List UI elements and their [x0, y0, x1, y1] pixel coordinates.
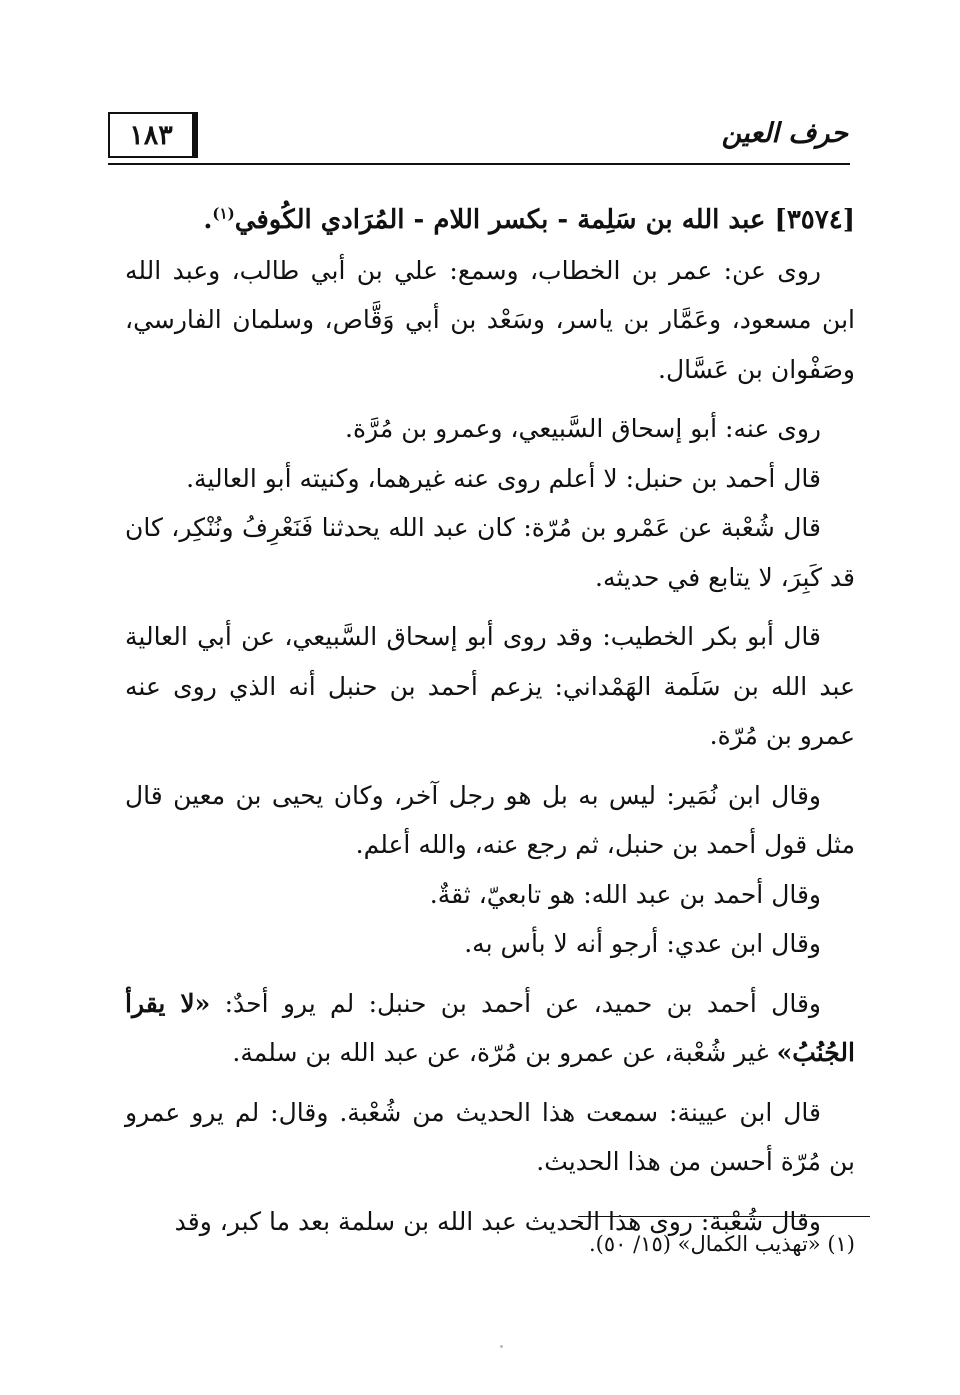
footnote-reference: (١) — [212, 204, 235, 223]
hadith-quote: «لا يقرأ الجُنُبُ» — [125, 988, 855, 1067]
hadith-intro: وقال أحمد بن حميد، عن أحمد بن حنبل: لم يرو أحدٌ: — [210, 988, 821, 1018]
paragraph: وقال ابن عدي: أرجو أنه لا بأس به. — [464, 929, 821, 958]
paragraph: قال أبو بكر الخطيب: وقد روى أبو إسحاق السَّبيعي، عن أبي العالية عبد الله بن سَلَمة الهَمْداني: يزعم أحمد بن حنبل أنه الذي روى عنه عمرو بن مُرّة. — [125, 622, 855, 750]
page-number — [108, 112, 198, 158]
paragraph: روى عن: عمر بن الخطاب، وسمع: علي بن أبي طالب، وعبد الله ابن مسعود، وعَمَّار بن ياسر، وسَعْد بن أبي وَقَّاص، وسلمان الفارسي، وصَفْوان بن عَسَّال. — [125, 255, 855, 384]
page-number-text: ١٨٣ — [129, 119, 173, 151]
entry-name: عبد الله بن سَلِمة - بكسر اللام - المُرَادي الكُوفي — [234, 205, 766, 235]
hadith-paragraph — [125, 979, 855, 1078]
entry-heading: [٣٥٧٤] عبد الله بن سَلِمة - بكسر اللام - المُرَادي الكُوفي$^{(١)}$. — [203, 204, 855, 235]
paragraph: روى عنه: أبو إسحاق السَّبيعي، وعمرو بن مُرَّة. — [345, 414, 821, 443]
footnote-divider — [578, 1216, 870, 1217]
scan-speck — [500, 1345, 503, 1348]
header-divider — [108, 163, 850, 165]
entry-number: [٣٥٧٤] — [774, 205, 855, 235]
paragraph: قال شُعْبة عن عَمْرو بن مُرّة: كان عبد الله يحدثنا فَنَعْرِفُ ونُنْكِر، كان قد كَبِرَ، لا يتابع في حديثه. — [125, 513, 855, 592]
page-body — [125, 196, 855, 1246]
paragraph: وقال ابن نُمَير: ليس به بل هو رجل آخر، وكان يحيى بن معين قال مثل قول أحمد بن حنبل، ثم رجع عنه، والله أعلم. — [125, 780, 855, 859]
paragraph: قال ابن عيينة: سمعت هذا الحديث من شُعْبة. وقال: لم يرو عمرو بن مُرّة أحسن من هذا الحديث. — [125, 1097, 855, 1176]
hadith-chain: غير شُعْبة، عن عمرو بن مُرّة، عن عبد الله بن سلمة. — [232, 1038, 777, 1067]
footnote: (١) «تهذيب الكمال» (١٥/ ٥٠). — [589, 1232, 855, 1256]
paragraph: قال أحمد بن حنبل: لا أعلم روى عنه غيرهما، وكنيته أبو العالية. — [186, 463, 821, 493]
chapter-title: حرف العين — [721, 118, 848, 149]
paragraph: وقال أحمد بن عبد الله: هو تابعيّ، ثقةٌ. — [429, 879, 821, 909]
paragraph: وقال شُعْبة: روى هذا الحديث عبد الله بن سلمة بعد ما كبر، وقد — [174, 1206, 821, 1236]
